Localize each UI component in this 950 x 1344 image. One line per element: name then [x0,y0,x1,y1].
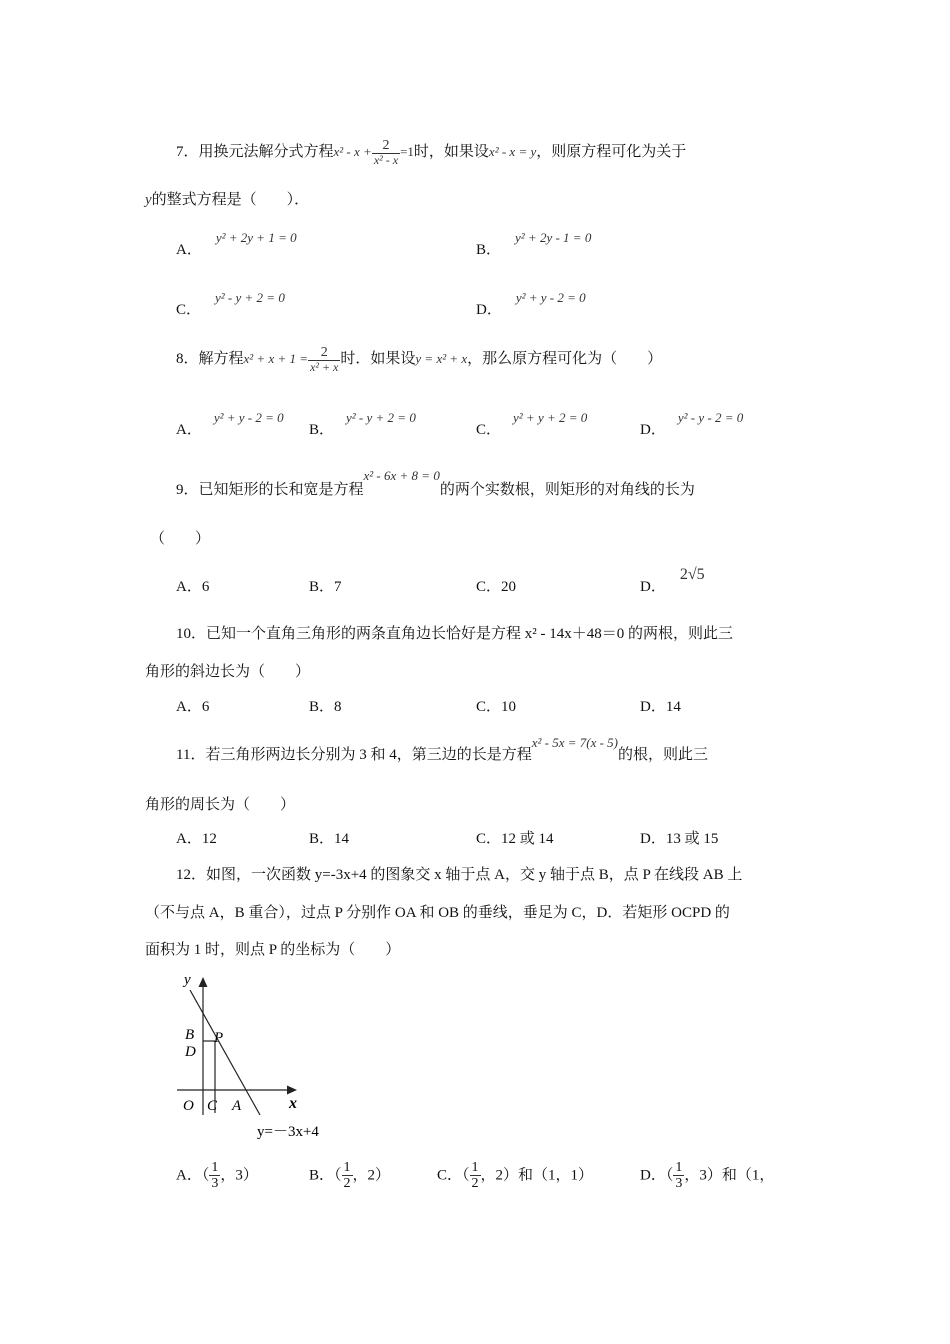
q7-stem-b: 时，如果设 [413,144,489,161]
q8-option-d[interactable]: D．y² - y - 2 = 0 [640,410,744,438]
q9-option-a[interactable]: A．6 [176,579,210,595]
q9-option-b[interactable]: B．7 [309,579,342,595]
q11-option-a[interactable]: A．12 [176,831,217,847]
q7-option-a[interactable]: A．y² + 2y + 1 = 0 [176,230,297,258]
q9-stem-a: 9．已知矩形的长和宽是方程 [176,482,364,498]
q12-stem-line2: （不与点 A，B 重合），过点 P 分别作 OA 和 OB 的垂线，垂足为 C，D．若矩形 OCPD 的 [145,905,730,921]
q7-eq-fraction: $\frac{2}{\text{x² - x}}$ [373,138,399,168]
q10-option-b[interactable]: B．8 [309,699,342,715]
function-line [190,990,260,1115]
q8-option-c[interactable]: C．y² + y + 2 = 0 [476,410,588,438]
q11-stem-line1 [176,735,709,764]
q7-substitution: x² - x = y [488,144,537,160]
q11-option-b[interactable]: B．14 [309,831,350,847]
q8-eq-fraction: $\frac{2}{\text{x² + x}}$ [310,345,339,375]
q12-option-d[interactable]: D．（ $\frac{1}{3}$ ，3）和（1， [640,1160,775,1192]
q8-substitution: y = x² + x [415,351,468,367]
q8-stem-a: 8．解方程 [176,351,244,368]
q8-option-b[interactable]: B．y² - y + 2 = 0 [309,410,416,438]
q7-option-b[interactable]: B．y² + 2y - 1 = 0 [476,230,592,258]
q7-eq-rhs: =1 [400,144,414,160]
q10-option-c[interactable]: C．10 [476,699,517,715]
q7-stem-c: ，则原方程可化为关于 [536,144,687,161]
q9-equation: x² - 6x + 8 = 0 [363,468,440,483]
q10-option-a[interactable]: A．6 [176,699,210,715]
q10-stem-line1: 10．已知一个直角三角形的两条直角边长恰好是方程 x² - 14x＋48＝0 的两根，则此三 [176,626,733,642]
q8-stem [176,345,662,375]
label-a: A [232,1098,242,1114]
q11-equation: x² - 5x = 7(x - 5) [531,735,618,750]
q9-stem-b: 的两个实数根，则矩形的对角线的长为 [439,482,695,498]
label-line-equation: y=－3x+4 [257,1124,319,1140]
q7-stem-d: 的整式方程是（ ）． [151,192,310,208]
q7-eq-lhs: x² - x + [333,144,372,160]
q7-stem-line1 [176,138,686,168]
label-p: P [214,1030,224,1046]
q11-stem-line2: 角形的周长为（ ） [145,797,296,813]
q7-stem-line2 [145,188,309,209]
q11-stem-b: 的根，则此三 [618,747,709,763]
q9-option-c[interactable]: C．20 [476,579,517,595]
q11-option-c[interactable]: C．12 或 14 [476,831,554,847]
q9-paren: （ ） [150,531,211,547]
q7-stem-a: 7．用换元法解分式方程 [176,144,334,161]
y-axis-arrow [199,977,208,987]
q10-option-d[interactable]: D．14 [640,699,681,715]
q11-option-d[interactable]: D．13 或 15 [640,831,719,847]
q11-stem-a: 11．若三角形两边长分别为 3 和 4，第三边的长是方程 [176,747,532,763]
q12-option-b[interactable]: B．（ $\frac{1}{2}$ ，2） [309,1160,391,1192]
q8-eq-lhs: x² + x + 1 = [243,351,309,367]
q9-stem [176,468,695,499]
label-c: C [207,1098,218,1114]
q12-stem-line1: 12．如图，一次函数 y=-3x+4 的图象交 x 轴于点 A，交 y 轴于点 B，点 P 在线段 AB 上 [176,867,743,883]
q7-var-y: y [145,192,152,208]
x-axis-arrow [287,1086,297,1095]
q8-stem-b: 时．如果设 [340,351,416,368]
label-d: D [185,1044,196,1060]
label-o: O [183,1098,194,1114]
q12-option-c[interactable]: C．（ $\frac{1}{2}$ ，2）和（1，1） [437,1160,594,1192]
label-y: y [184,972,191,988]
label-b: B [185,1027,195,1043]
q10-stem-line2: 角形的斜边长为（ ） [145,664,311,680]
q12-stem-line3: 面积为 1 时，则点 P 的坐标为（ ） [145,942,401,958]
q7-option-c[interactable]: C．y² - y + 2 = 0 [176,290,285,318]
label-x: x [289,1095,297,1112]
q8-stem-c: ，那么原方程可化为（ ） [467,351,663,368]
q9-option-d[interactable]: D．2√5 [640,566,705,595]
q12-figure [165,965,355,1145]
q7-option-d[interactable]: D．y² + y - 2 = 0 [476,290,586,318]
q12-option-a[interactable]: A．（ $\frac{1}{3}$ ，3） [176,1160,258,1192]
q8-option-a[interactable]: A．y² + y - 2 = 0 [176,410,284,438]
